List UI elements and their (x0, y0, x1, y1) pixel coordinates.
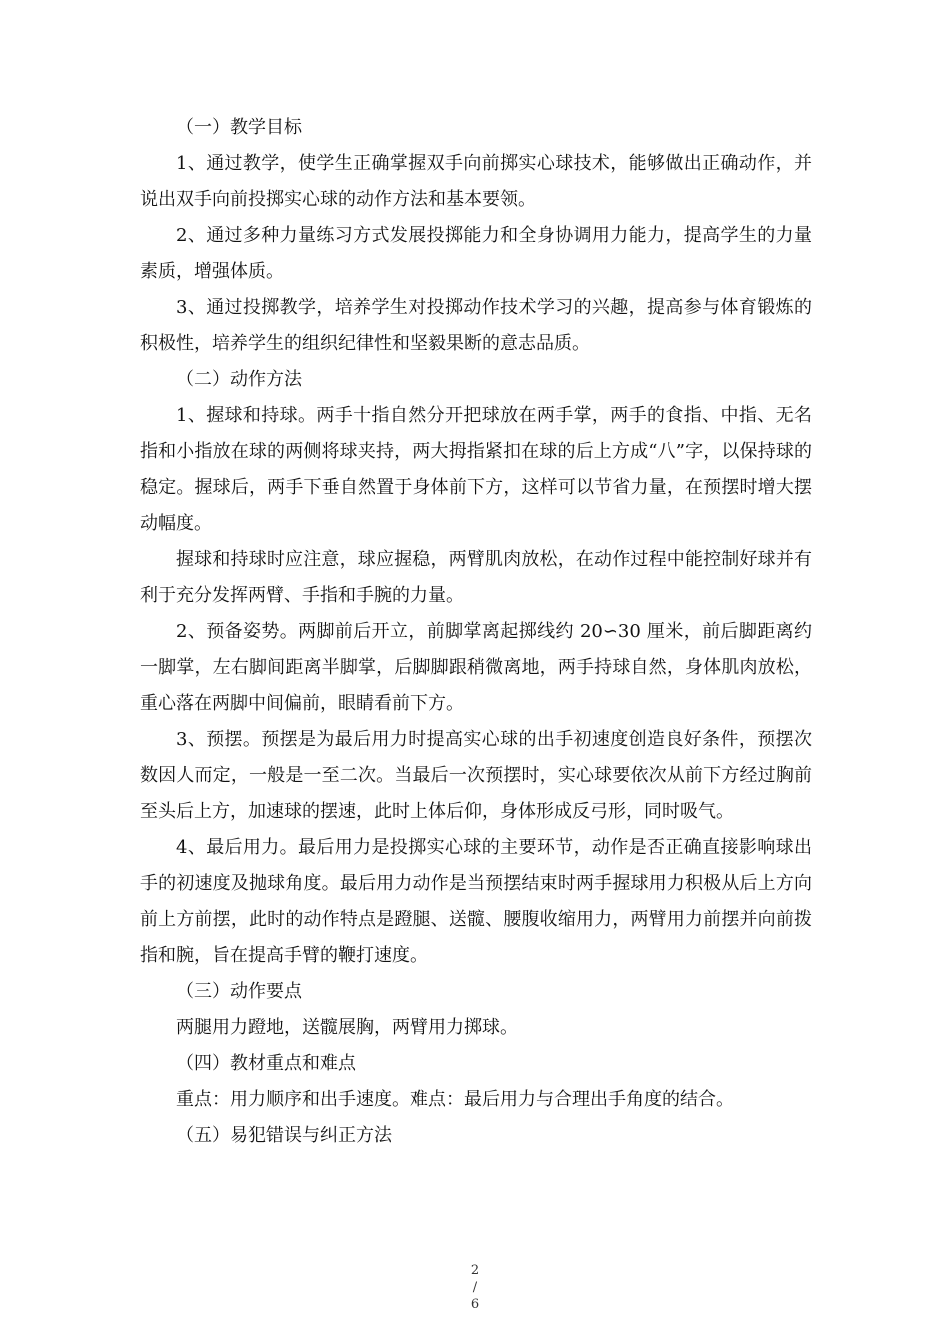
section-heading-common-errors: （五）易犯错误与纠正方法 (176, 1125, 392, 1146)
page-number (462, 1262, 488, 1313)
section-heading-teaching-goals: （一）教学目标 (176, 117, 302, 138)
section-heading-action-method: （二）动作方法 (176, 369, 302, 390)
paragraph-method-grip-note: 握球和持球时应注意，球应握稳，两臂肌肉放松，在动作过程中能控制好球并有利于充分发挥两臂、手指和手腕的力量。 (140, 549, 812, 606)
paragraph-goal-2: 2、通过多种力量练习方式发展投掷能力和全身协调用力能力，提高学生的力量素质，增强体质。 (140, 225, 812, 282)
document-body (140, 110, 812, 1154)
paragraph-method-preswing: 3、预摆。预摆是为最后用力时提高实心球的出手初速度创造良好条件，预摆次数因人而定，一般是一至二次。当最后一次预摆时，实心球要依次从前下方经过胸前至头后上方，加速球的摆速，此时上体后仰，身体形成反弓形，同时吸气。 (140, 729, 812, 822)
paragraph-method-grip: 1、握球和持球。两手十指自然分开把球放在两手掌，两手的食指、中指、无名指和小指放在球的两侧将球夹持，两大拇指紧扣在球的后上方成“八”字，以保持球的稳定。握球后，两手下垂自然置于身体前下方，这样可以节省力量，在预摆时增大摆动幅度。 (140, 405, 812, 534)
paragraph-goal-3: 3、通过投掷教学，培养学生对投掷动作技术学习的兴趣，提高参与体育锻炼的积极性，培养学生的组织纪律性和坚毅果断的意志品质。 (140, 297, 812, 354)
section-heading-focus-difficulty: （四）教材重点和难点 (176, 1053, 356, 1074)
paragraph-method-final-force: 4、最后用力。最后用力是投掷实心球的主要环节，动作是否正确直接影响球出手的初速度及抛球角度。最后用力动作是当预摆结束时两手握球用力积极从后上方向前上方前摆，此时的动作特点是蹬腿、送髋、腰腹收缩用力，两臂用力前摆并向前拨指和腕，旨在提高手臂的鞭打速度。 (140, 837, 812, 966)
paragraph-focus-difficulty: 重点：用力顺序和出手速度。难点：最后用力与合理出手角度的结合。 (176, 1089, 734, 1110)
paragraph-goal-1: 1、通过教学，使学生正确掌握双手向前掷实心球技术，能够做出正确动作，并说出双手向前投掷实心球的动作方法和基本要领。 (140, 153, 812, 210)
page-number-separator: / (472, 1280, 478, 1295)
paragraph-key-points: 两腿用力蹬地，送髋展胸，两臂用力掷球。 (176, 1017, 518, 1038)
page-number-total: 6 (470, 1297, 480, 1312)
paragraph-method-ready-stance: 2、预备姿势。两脚前后开立，前脚掌离起掷线约 20∽30 厘米，前后脚距离约一脚掌，左右脚间距离半脚掌，后脚脚跟稍微离地，两手持球自然，身体肌肉放松，重心落在两脚中间偏前，眼睛看前下方。 (140, 621, 812, 714)
page-number-current: 2 (470, 1263, 480, 1278)
section-heading-key-points: （三）动作要点 (176, 981, 302, 1002)
